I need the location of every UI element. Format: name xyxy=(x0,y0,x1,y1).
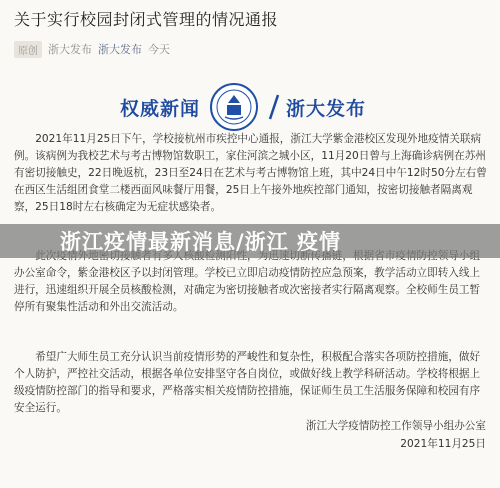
header-logo-row xyxy=(120,82,366,132)
body-paragraph-2: 办公室命令，紫金港校区予以封闭管理。学校已立即启动疫情防控应急预案，教学活动立即转入线上进行，迅速组织开展全员核酸检测，对确定为密切接触者或次密接者实行隔离观察。全校师生员工暂停所有聚集性活动和外出交流活动。 xyxy=(14,267,481,313)
logo-left-text: 权威新闻 xyxy=(120,97,201,120)
source-name: 浙大发布 xyxy=(48,43,92,56)
overlay-banner xyxy=(0,224,500,258)
original-badge: 原创 xyxy=(14,41,42,58)
zju-seal-icon xyxy=(210,83,258,131)
body-paragraph-3: 希望广大师生员工充分认识当前疫情形势的严峻性和复杂性，积极配合落实各项防控措施，做好个人防护，严控社交活动，根据各单位安排坚守各自岗位，或做好线上教学科研活动。学校将根据上级疫情防控部门的指导和要求，严格落实相关疫情防控措施，保证师生员工生活服务保障和校园有序安全运行。 xyxy=(14,351,481,414)
body-paragraph-1: 2021年11月25日下午，学校接杭州市疾控中心通报，浙江大学紫金港校区发现外地疫情关联病例。该病例为我校艺术与考古博物馆数职工，家住河滨之城小区，11月20日曾与上海确诊病例在苏州有密切接触史，22日晚返杭，23日至24日在艺术与考古博物馆上班，其中24日中午12时50分左右曾在西区生活组团食堂二楼西面风味餐厅用餐，25日上午接外地疾控部门通知，按密切接触者隔离观察，25日18时左右核确定为无症状感染者。 xyxy=(14,133,487,213)
divider-slash-icon xyxy=(268,93,280,121)
logo-right-text: 浙大发布 xyxy=(286,97,367,120)
publish-time: 今天 xyxy=(148,43,170,56)
banner-text: 浙江疫情最新消息/浙江 疫情 xyxy=(60,230,341,254)
signature-date: 2021年11月25日 xyxy=(400,438,486,450)
article-meta xyxy=(14,40,170,58)
article-title: 关于实行校园封闭式管理的情况通报 xyxy=(14,10,279,29)
account-link[interactable]: 浙大发布 xyxy=(98,43,142,56)
signature: 浙江大学疫情防控工作领导小组办公室 xyxy=(305,420,486,432)
